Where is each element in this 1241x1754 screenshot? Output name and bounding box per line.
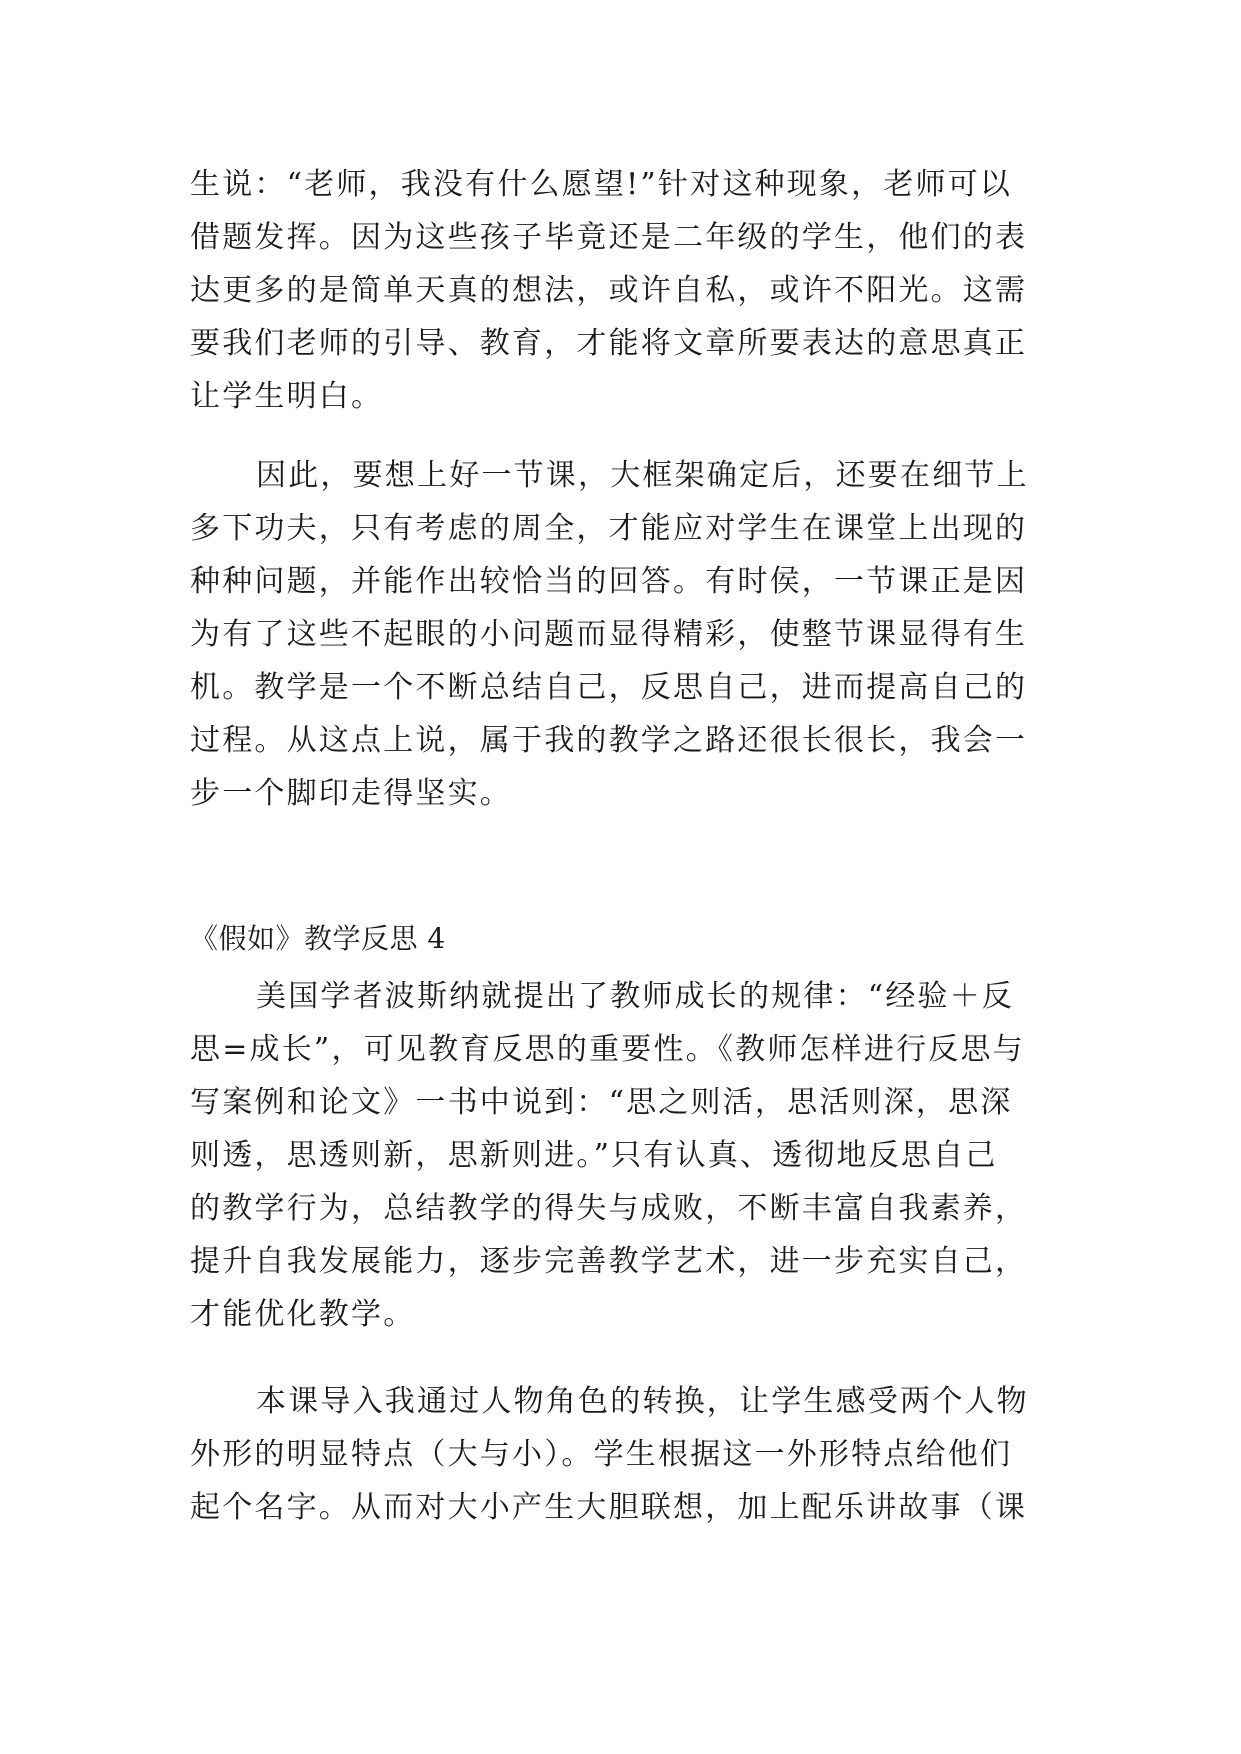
text-line: 机。教学是一个不断总结自己，反思自己，进而提高自己的 [190,670,1028,705]
text-line: 才能优化教学。 [190,1297,416,1332]
paragraph [190,970,1060,1341]
paragraph [190,1375,1060,1534]
text-line: 因此，要想上好一节课，大框架确定后，还要在细节上 [256,458,1029,493]
text-line: 让学生明白。 [190,379,384,414]
section-heading: 《假如》教学反思 4 [190,922,446,955]
text-line: 要我们老师的引导、教育，才能将文章所要表达的意思真正 [190,326,1028,361]
text-line: 为有了这些不起眼的小问题而显得精彩，使整节课显得有生 [190,617,1028,652]
paragraph [190,158,1060,423]
text-line: 则透，思透则新，思新则进。”只有认真、透彻地反思自己 [190,1138,998,1173]
text-line: 本课导入我通过人物角色的转换，让学生感受两个人物 [256,1384,1029,1419]
text-line: 步一个脚印走得坚实。 [190,776,512,811]
text-line: 多下功夫，只有考虑的周全，才能应对学生在课堂上出现的 [190,511,1028,546]
text-line: 生说：“老师，我没有什么愿望!”针对这种现象，老师可以 [190,167,1013,202]
text-line: 借题发挥。因为这些孩子毕竟还是二年级的学生，他们的表 [190,220,1028,255]
text-line: 提升自我发展能力，逐步完善教学艺术，进一步充实自己， [190,1244,1028,1279]
text-line: 外形的明显特点（大与小）。学生根据这一外形特点给他们 [190,1437,1013,1472]
text-line: 写案例和论文》一书中说到：“思之则活，思活则深，思深 [190,1085,1013,1120]
text-line: 思=成长”，可见教育反思的重要性。《教师怎样进行反思与 [190,1032,1025,1067]
text-line: 起个名字。从而对大小产生大胆联想，加上配乐讲故事（课 [190,1490,1028,1525]
text-line: 种种问题，并能作出较恰当的回答。有时侯，一节课正是因 [190,564,1028,599]
text-line: 达更多的是简单天真的想法，或许自私，或许不阳光。这需 [190,273,1028,308]
text-line: 过程。从这点上说，属于我的教学之路还很长很长，我会一 [190,723,1028,758]
paragraph [190,449,1060,820]
text-line: 美国学者波斯纳就提出了教师成长的规律：“经验＋反 [256,979,1015,1014]
text-line: 的教学行为，总结教学的得失与成败，不断丰富自我素养， [190,1191,1028,1226]
